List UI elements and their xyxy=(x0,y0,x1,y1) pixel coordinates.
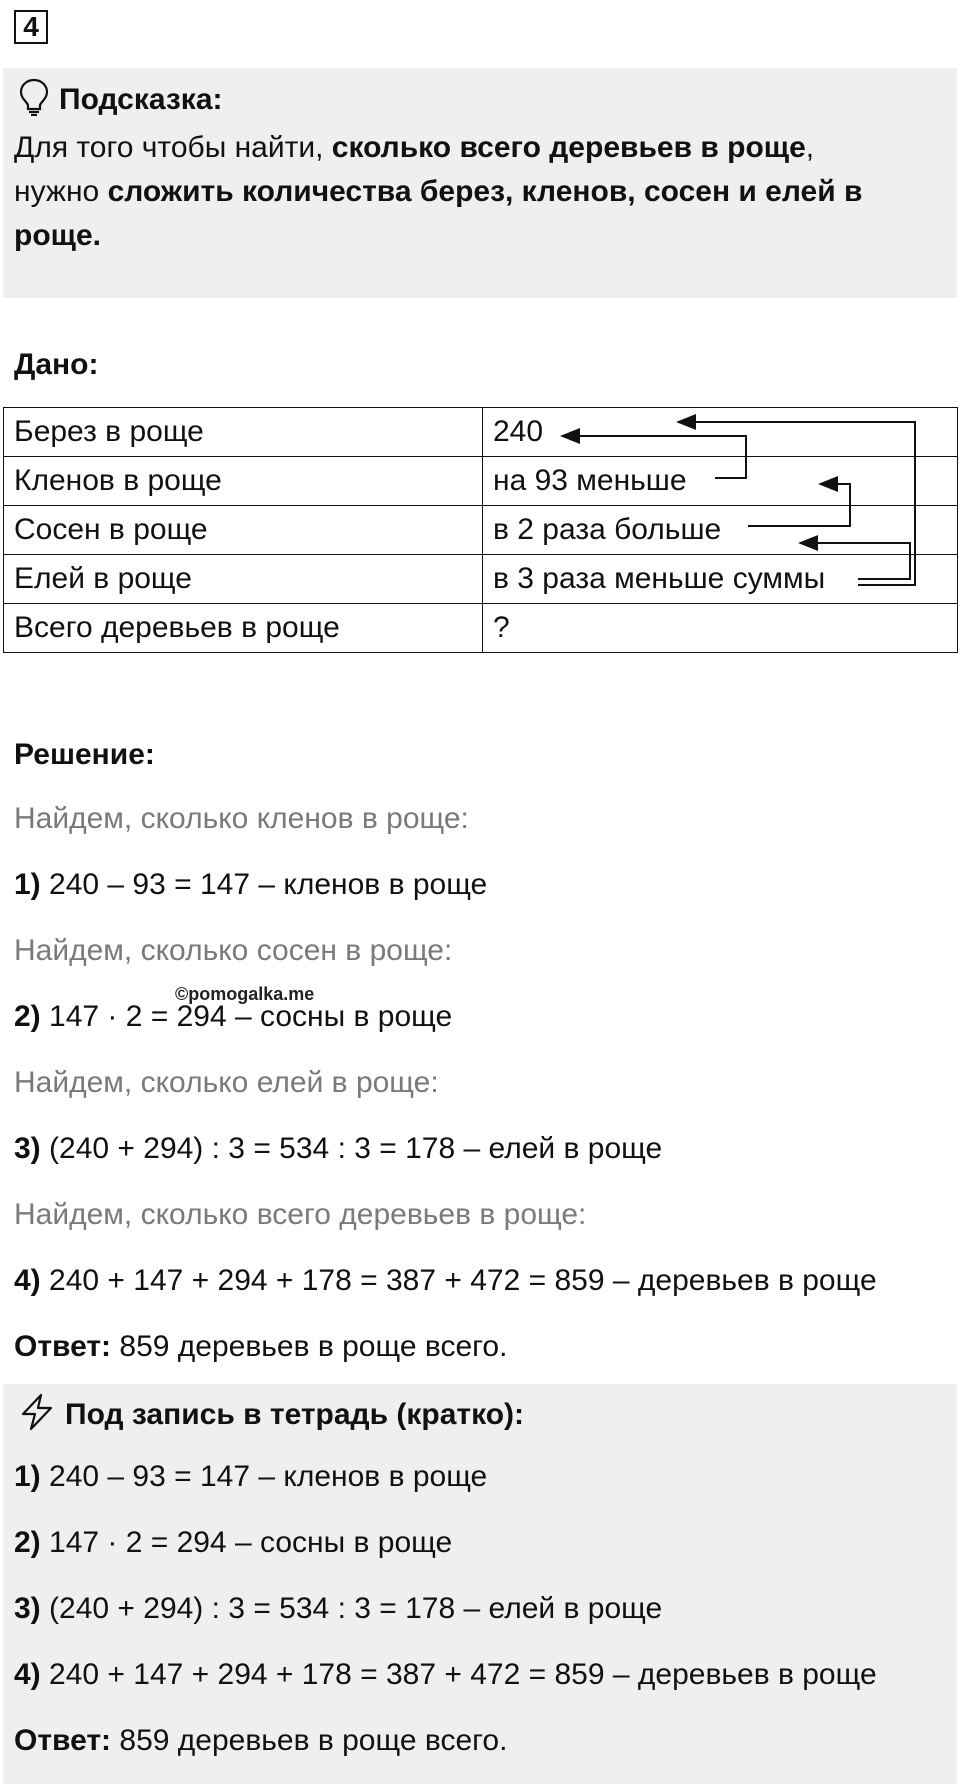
step-number: 4) xyxy=(14,1264,41,1297)
table-cell-value: ? xyxy=(483,604,958,653)
step-2 xyxy=(14,1000,452,1034)
arrow-firs-to-pines xyxy=(800,543,910,579)
table-cell-value: на 93 меньше xyxy=(483,457,958,506)
table-cell-label: Всего деревьев в роще xyxy=(4,604,483,653)
answer xyxy=(14,1330,507,1364)
hint-text-part: Для того чтобы найти, xyxy=(14,131,332,164)
task-number-box: 4 xyxy=(14,10,48,44)
note-step-3 xyxy=(14,1592,662,1626)
step-number: 3) xyxy=(14,1132,41,1165)
step-text: 240 + 147 + 294 + 178 = 387 + 472 = 859 – деревьев в роще xyxy=(40,1658,877,1691)
notes-header xyxy=(17,1392,524,1437)
hint-text-bold: сколько всего деревьев в роще xyxy=(331,131,806,164)
step-text: 240 – 93 = 147 – кленов в роще xyxy=(40,1460,488,1493)
answer-text: 859 деревьев в роще всего. xyxy=(111,1330,508,1363)
table-cell-value: в 2 раза больше xyxy=(483,506,958,555)
step-text: 147 · 2 = 294 – сосны в роще xyxy=(40,1000,453,1033)
step-note: Найдем, сколько сосен в роще: xyxy=(14,934,453,967)
answer-label: Ответ: xyxy=(14,1330,112,1363)
table-cell-label: Берез в роще xyxy=(4,408,483,457)
note-step-4 xyxy=(14,1658,877,1692)
answer-text: 859 деревьев в роще всего. xyxy=(111,1724,508,1757)
table-cell-label: Сосен в роще xyxy=(4,506,483,555)
relation-arrows xyxy=(0,0,960,700)
table-cell-label: Кленов в роще xyxy=(4,457,483,506)
step-number: 3) xyxy=(14,1592,41,1625)
step-3 xyxy=(14,1132,662,1166)
lightning-icon xyxy=(17,1392,57,1437)
notes-title: Под запись в тетрадь (кратко): xyxy=(65,1397,525,1431)
step-text: 147 · 2 = 294 – сосны в роще xyxy=(40,1526,453,1559)
hint-title: Подсказка: xyxy=(59,82,223,116)
step-number: 2) xyxy=(14,1526,41,1559)
step-text: (240 + 294) : 3 = 534 : 3 = 178 – елей в роще xyxy=(40,1592,663,1625)
notes-box xyxy=(3,1384,957,1784)
step-text: 240 – 93 = 147 – кленов в роще xyxy=(40,868,488,901)
step-note: Найдем, сколько кленов в роще: xyxy=(14,802,469,835)
step-1 xyxy=(14,868,487,902)
hint-text-bold: сложить количества берез, кленов, сосен и елей в xyxy=(107,175,863,208)
given-title: Дано: xyxy=(14,348,99,381)
step-text: 240 + 147 + 294 + 178 = 387 + 472 = 859 – деревьев в роще xyxy=(40,1264,877,1297)
hint-text-bold: роще. xyxy=(14,219,101,252)
step-note: Найдем, сколько елей в роще: xyxy=(14,1066,439,1099)
step-text: (240 + 294) : 3 = 534 : 3 = 178 – елей в роще xyxy=(40,1132,663,1165)
watermark: ©pomogalka.me xyxy=(175,984,315,1004)
arrow-pines-to-maples xyxy=(748,484,850,526)
solution-title: Решение: xyxy=(14,738,155,771)
note-answer xyxy=(14,1724,507,1758)
step-number: 4) xyxy=(14,1658,41,1691)
arrow-firs-to-birches xyxy=(678,422,915,585)
table-cell-value: 240 xyxy=(483,408,958,457)
table-cell-label: Елей в роще xyxy=(4,555,483,604)
step-number: 1) xyxy=(14,868,41,901)
step-number: 1) xyxy=(14,1460,41,1493)
step-number: 2) xyxy=(14,1000,41,1033)
arrow-maples-to-birches xyxy=(562,436,746,478)
answer-label: Ответ: xyxy=(14,1724,112,1757)
table-cell-value: в 3 раза меньше суммы xyxy=(483,555,958,604)
hint-text-part: , xyxy=(805,131,815,164)
hint-text-part: нужно xyxy=(14,175,108,208)
step-4 xyxy=(14,1264,877,1298)
step-note: Найдем, сколько всего деревьев в роще: xyxy=(14,1198,587,1231)
note-step-2 xyxy=(14,1526,452,1560)
note-step-1 xyxy=(14,1460,487,1494)
